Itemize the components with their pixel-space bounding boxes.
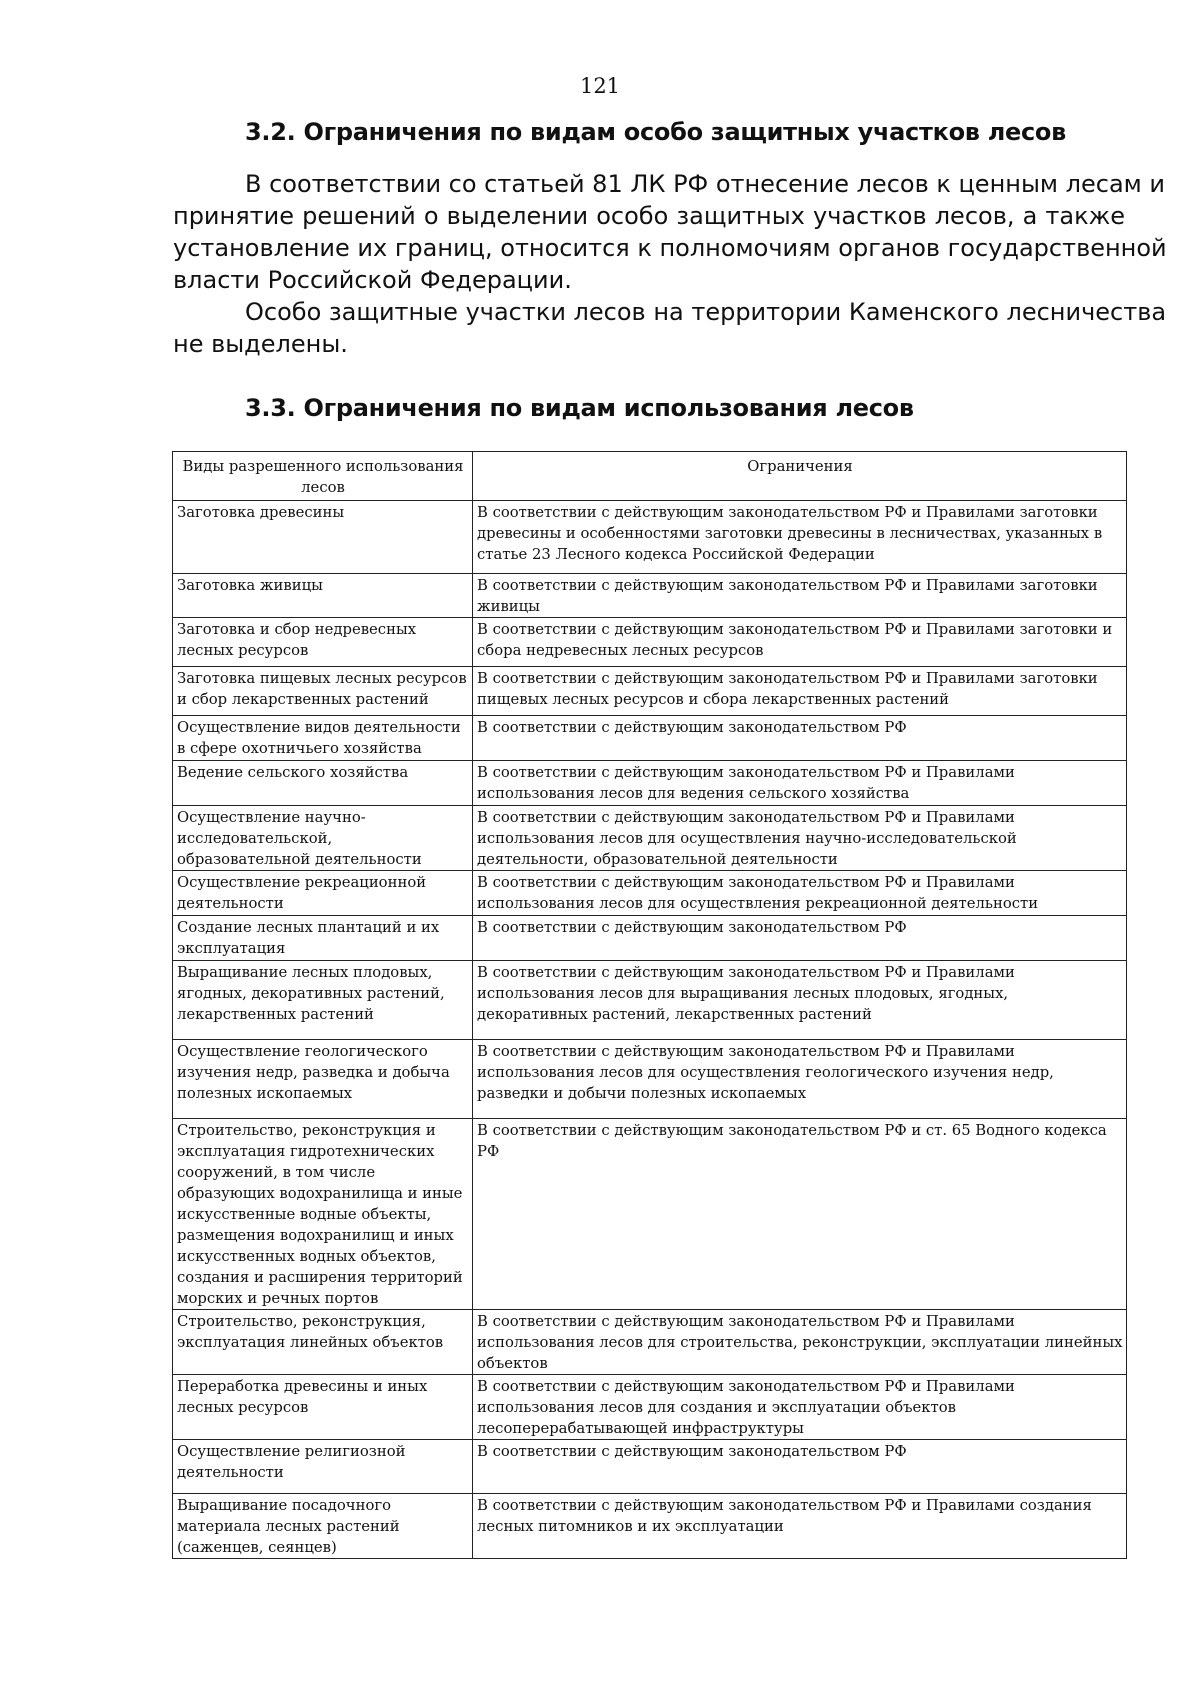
usage-type-cell: Строительство, реконструкция, эксплуатация линейных объектов — [173, 1310, 473, 1375]
restrictions-table — [172, 451, 1127, 1559]
table-row — [173, 618, 1127, 667]
usage-type-cell: Заготовка живицы — [173, 574, 473, 618]
restriction-cell: В соответствии с действующим законодательством РФ и Правилами использования лесов для выращивания лесных плодовых, ягодных, декоративных растений, лекарственных растений — [473, 961, 1127, 1040]
section-3-2-paragraph-2 — [173, 296, 1167, 360]
header-usage-types: Виды разрешенного использования лесов — [173, 452, 473, 501]
usage-type-cell: Выращивание посадочного материала лесных растений (саженцев, сеянцев) — [173, 1494, 473, 1559]
usage-type-cell: Выращивание лесных плодовых, ягодных, декоративных растений, лекарственных растений — [173, 961, 473, 1040]
section-3-2-heading: 3.2. Ограничения по видам особо защитных участков лесов — [245, 118, 1066, 146]
table-row — [173, 961, 1127, 1040]
table-row — [173, 871, 1127, 916]
usage-type-cell: Заготовка и сбор недревесных лесных ресурсов — [173, 618, 473, 667]
table-row — [173, 1440, 1127, 1494]
header-restrictions: Ограничения — [473, 452, 1127, 501]
table-row — [173, 916, 1127, 961]
usage-type-cell: Создание лесных плантаций и их эксплуатация — [173, 916, 473, 961]
paragraph-line: установление их границ, относится к полномочиям органов государственной — [173, 234, 1167, 262]
usage-type-cell: Осуществление рекреационной деятельности — [173, 871, 473, 916]
table-row — [173, 1119, 1127, 1310]
restriction-cell: В соответствии с действующим законодательством РФ и Правилами заготовки пищевых лесных ресурсов и сбора лекарственных растений — [473, 667, 1127, 716]
table-row — [173, 1375, 1127, 1440]
section-3-2-paragraph-1 — [173, 168, 1167, 296]
table-row — [173, 761, 1127, 806]
paragraph-line: не выделены. — [173, 330, 348, 358]
section-3-3-heading: 3.3. Ограничения по видам использования лесов — [245, 394, 914, 422]
usage-type-cell: Ведение сельского хозяйства — [173, 761, 473, 806]
restriction-cell: В соответствии с действующим законодательством РФ и Правилами заготовки и сбора недревесных лесных ресурсов — [473, 618, 1127, 667]
restriction-cell: В соответствии с действующим законодательством РФ и Правилами использования лесов для создания и эксплуатации объектов лесоперерабатывающей инфраструктуры — [473, 1375, 1127, 1440]
table-row — [173, 667, 1127, 716]
table-row — [173, 1494, 1127, 1559]
table-row — [173, 716, 1127, 761]
paragraph-line: В соответствии со статьей 81 ЛК РФ отнесение лесов к ценным лесам и — [245, 170, 1165, 198]
table-row — [173, 1040, 1127, 1119]
restriction-cell: В соответствии с действующим законодательством РФ и ст. 65 Водного кодекса РФ — [473, 1119, 1127, 1310]
page-number: 121 — [579, 74, 621, 98]
usage-type-cell: Заготовка древесины — [173, 501, 473, 574]
usage-type-cell: Переработка древесины и иных лесных ресурсов — [173, 1375, 473, 1440]
restriction-cell: В соответствии с действующим законодательством РФ и Правилами использования лесов для осуществления научно-исследовательской деятельности, образовательной деятельности — [473, 806, 1127, 871]
usage-type-cell: Строительство, реконструкция и эксплуатация гидротехнических сооружений, в том числе образующих водохранилища и иные искусственные водные объекты, размещения водохранилищ и иных искусственных водных объектов, создания и расширения территорий морских и речных портов — [173, 1119, 473, 1310]
restriction-cell: В соответствии с действующим законодательством РФ и Правилами использования лесов для осуществления геологического изучения недр, разведки и добычи полезных ископаемых — [473, 1040, 1127, 1119]
paragraph-line: принятие решений о выделении особо защитных участков лесов, а также — [173, 202, 1125, 230]
restriction-cell: В соответствии с действующим законодательством РФ и Правилами создания лесных питомников и их эксплуатации — [473, 1494, 1127, 1559]
restriction-cell: В соответствии с действующим законодательством РФ — [473, 716, 1127, 761]
restriction-cell: В соответствии с действующим законодательством РФ и Правилами использования лесов для осуществления рекреационной деятельности — [473, 871, 1127, 916]
usage-type-cell: Осуществление видов деятельности в сфере охотничьего хозяйства — [173, 716, 473, 761]
usage-type-cell: Осуществление религиозной деятельности — [173, 1440, 473, 1494]
usage-type-cell: Осуществление геологического изучения недр, разведка и добыча полезных ископаемых — [173, 1040, 473, 1119]
table-header-row — [173, 452, 1127, 501]
table-row — [173, 574, 1127, 618]
restriction-cell: В соответствии с действующим законодательством РФ и Правилами использования лесов для ведения сельского хозяйства — [473, 761, 1127, 806]
restriction-cell: В соответствии с действующим законодательством РФ — [473, 916, 1127, 961]
table-row — [173, 806, 1127, 871]
paragraph-line: власти Российской Федерации. — [173, 266, 572, 294]
paragraph-line: Особо защитные участки лесов на территории Каменского лесничества — [245, 298, 1167, 326]
restriction-cell: В соответствии с действующим законодательством РФ — [473, 1440, 1127, 1494]
usage-type-cell: Осуществление научно-исследовательской, образовательной деятельности — [173, 806, 473, 871]
restriction-cell: В соответствии с действующим законодательством РФ и Правилами использования лесов для строительства, реконструкции, эксплуатации линейных объектов — [473, 1310, 1127, 1375]
usage-type-cell: Заготовка пищевых лесных ресурсов и сбор лекарственных растений — [173, 667, 473, 716]
table-row — [173, 501, 1127, 574]
restriction-cell: В соответствии с действующим законодательством РФ и Правилами заготовки древесины и особенностями заготовки древесины в лесничествах, указанных в статье 23 Лесного кодекса Российской Федерации — [473, 501, 1127, 574]
table-row — [173, 1310, 1127, 1375]
restriction-cell: В соответствии с действующим законодательством РФ и Правилами заготовки живицы — [473, 574, 1127, 618]
